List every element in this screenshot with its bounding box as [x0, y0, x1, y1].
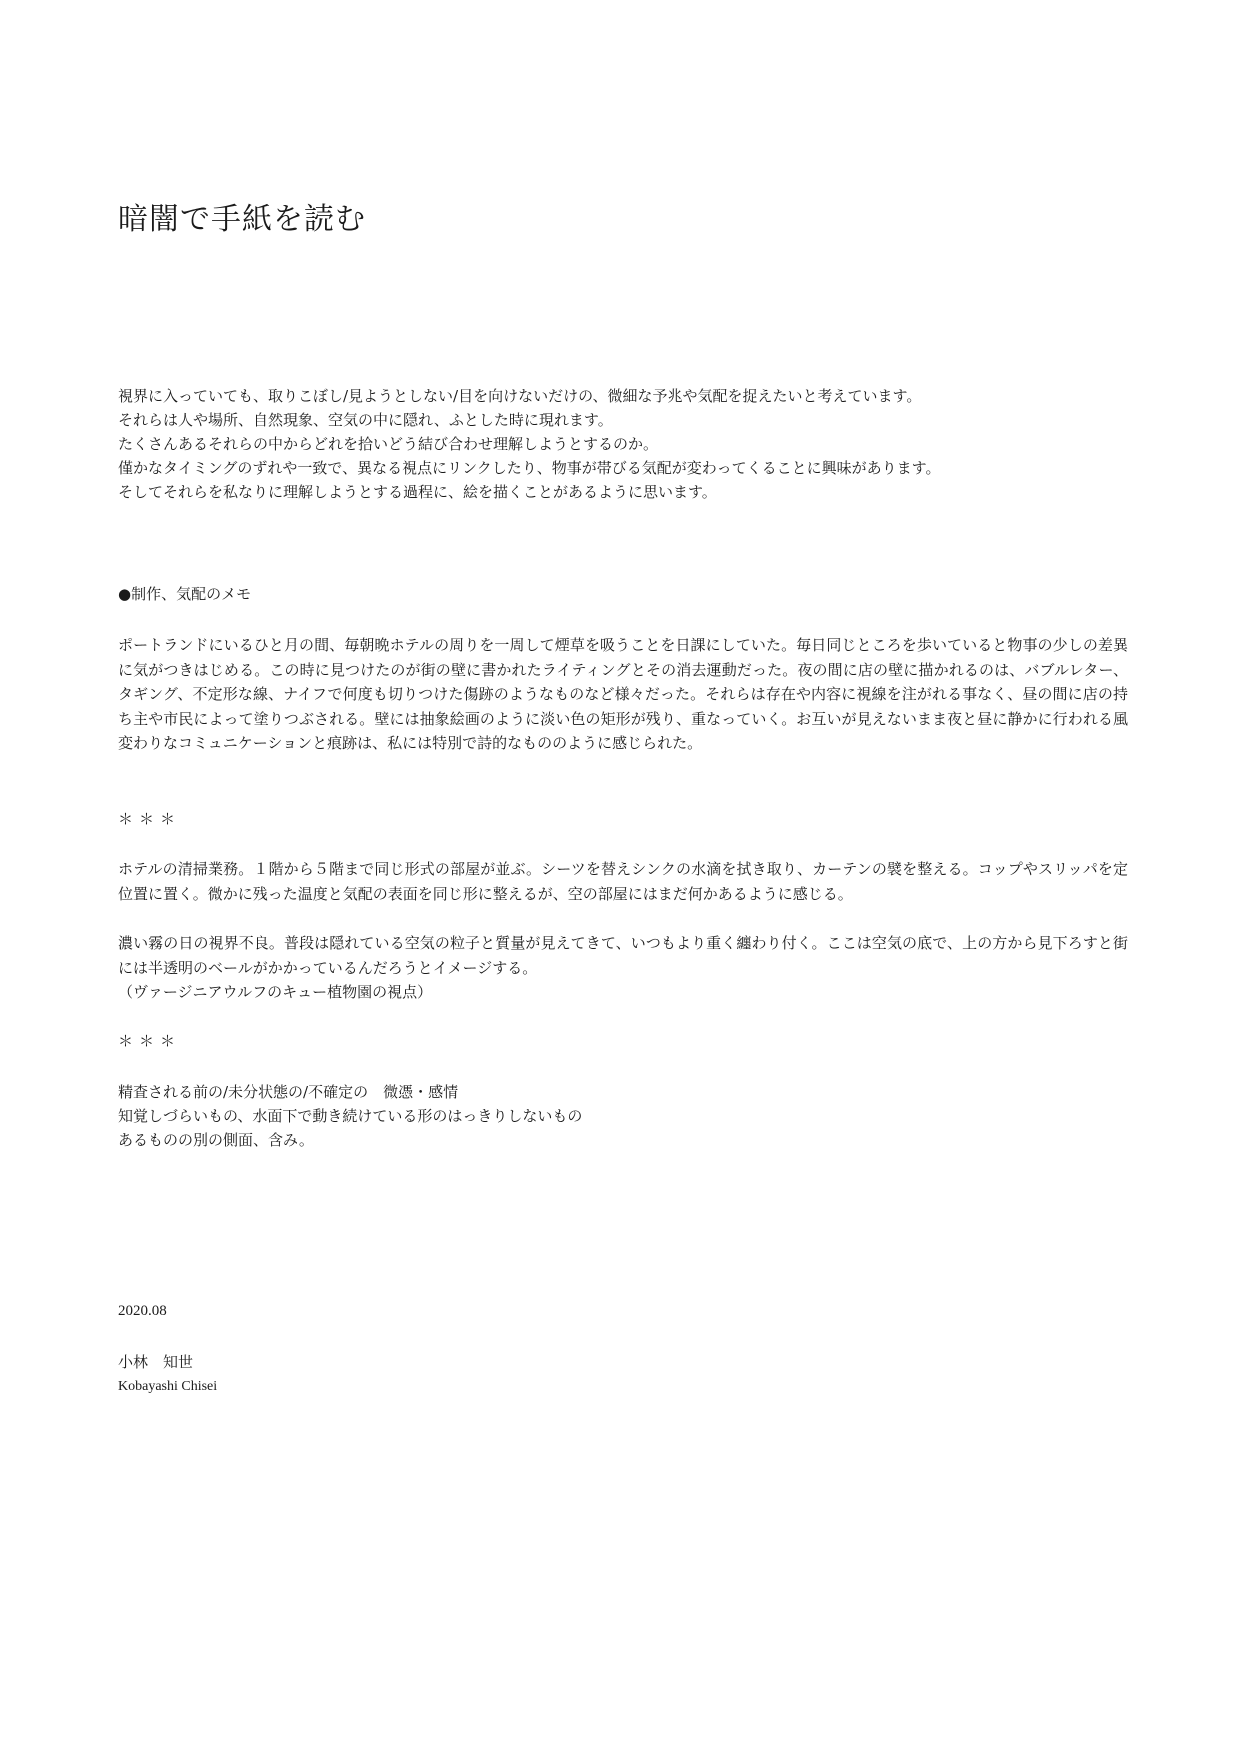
memo-paragraph-text: 濃い霧の日の視界不良。普段は隠れている空気の粒子と質量が見えてきて、いつもより重く纏わり付く。ここは空気の底で、上の方から見下ろすと街には半透明のベールがかかっているんだろうとイメージする。	[118, 934, 1128, 977]
intro-statement	[118, 384, 1128, 504]
memo-heading: ●制作、気配のメモ	[118, 585, 252, 603]
date-label: 2020.08	[118, 1303, 167, 1319]
intro-line: そしてそれらを私なりに理解しようとする過程に、絵を描くことがあるように思います。	[118, 483, 717, 501]
memo-paragraph-note: （ヴァージニアウルフのキュー植物園の視点）	[118, 983, 433, 1001]
intro-line: 僅かなタイミングのずれや一致で、異なる視点にリンクしたり、物事が帯びる気配が変わってくることに興味があります。	[118, 459, 941, 477]
memo-paragraph-hotel	[118, 857, 1128, 906]
section-separator: ＊＊＊	[118, 1032, 182, 1050]
memo-paragraph-portland	[118, 633, 1128, 756]
memo-paragraph-text: ホテルの清掃業務。１階から５階まで同じ形式の部屋が並ぶ。シーツを替えシンクの水滴を拭き取り、カーテンの襞を整える。コップやスリッパを定位置に置く。微かに残った温度と気配の表面を同じ形に整えるが、空の部屋にはまだ何かあるように感じる。	[118, 860, 1128, 903]
author-name-english: Kobayashi Chisei	[118, 1379, 218, 1394]
section-separator: ＊＊＊	[118, 810, 182, 828]
page-title: 暗闇で手紙を読む	[118, 202, 366, 237]
memo-paragraph-text: ポートランドにいるひと月の間、毎朝晩ホテルの周りを一周して煙草を吸うことを日課にしていた。毎日同じところを歩いていると物事の少しの差異に気がつきはじめる。この時に見つけたのが街の壁に書かれたライティングとその消去運動だった。夜の間に店の壁に描かれるのは、バブルレター、タギング、不定形な線、ナイフで何度も切りつけた傷跡のようなものなど様々だった。それらは存在や内容に視線を注がれる事なく、昼の間に店の持ち主や市民によって塗りつぶされる。壁には抽象絵画のように淡い色の矩形が残り、重なっていく。お互いが見えないまま夜と昼に静かに行われる風変わりなコミュニケーションと痕跡は、私には特別で詩的なもののように感じられた。	[118, 636, 1128, 752]
author-name-japanese: 小林 知世	[118, 1353, 194, 1371]
closing-line: 知覚しづらいもの、水面下で動き続けている形のはっきりしないもの	[118, 1107, 583, 1125]
closing-line: あるものの別の側面、含み。	[118, 1131, 314, 1149]
intro-line: たくさんあるそれらの中からどれを拾いどう結び合わせ理解しようとするのか。	[118, 435, 659, 453]
intro-line: それらは人や場所、自然現象、空気の中に隠れ、ふとした時に現れます。	[118, 411, 613, 429]
memo-paragraph-fog	[118, 931, 1128, 1004]
intro-line: 視界に入っていても、取りこぼし/見ようとしない/目を向けないだけの、微細な予兆や気配を捉えたいと考えています。	[118, 387, 922, 405]
closing-notes	[118, 1080, 1128, 1152]
closing-line: 精査される前の/未分状態の/不確定の 微憑・感情	[118, 1083, 459, 1101]
